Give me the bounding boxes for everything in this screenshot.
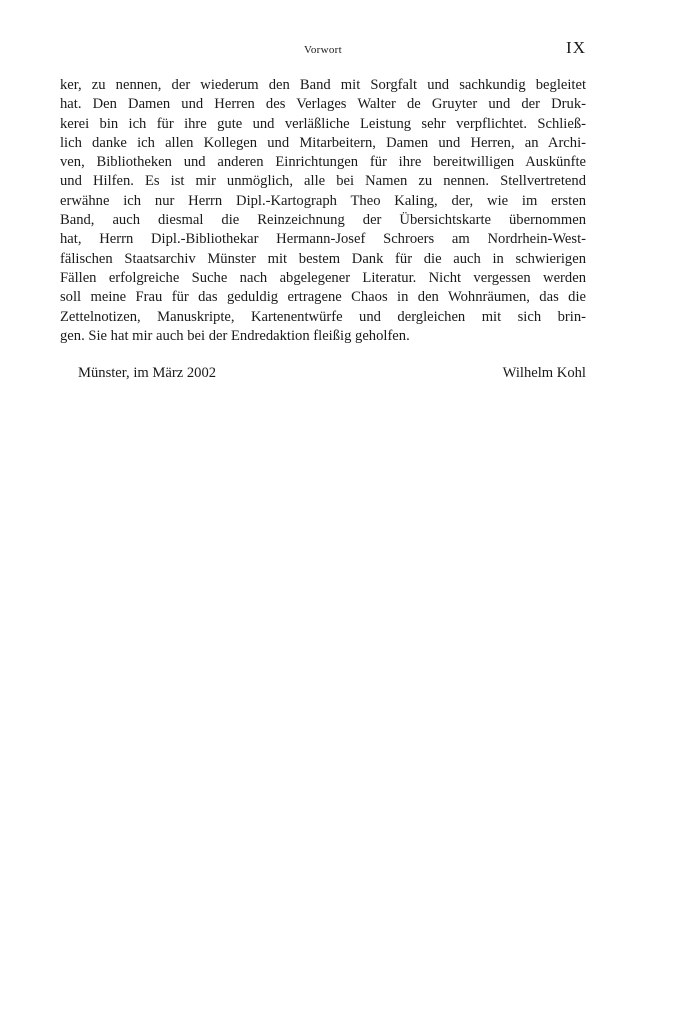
text-line: hat, Herrn Dipl.-Bibliothekar Hermann-Josef Schroers am Nordrhein-West- xyxy=(60,231,586,248)
document-page xyxy=(60,38,586,383)
text-line: fälischen Staatsarchiv Münster mit bestem Dank für die auch in schwierigen xyxy=(60,250,586,267)
text-line: lich danke ich allen Kollegen und Mitarbeitern, Damen und Herren, an Archi- xyxy=(60,134,586,151)
running-title: Vorwort xyxy=(304,44,342,56)
body-paragraph xyxy=(60,76,586,346)
author-name: Wilhelm Kohl xyxy=(502,365,586,382)
text-line-last: gen. Sie hat mir auch bei der Endredaktion fleißig geholfen. xyxy=(60,327,410,344)
text-line: und Hilfen. Es ist mir unmöglich, alle bei Namen zu nennen. Stellvertretend xyxy=(60,173,586,190)
text-line: soll meine Frau für das geduldig ertragene Chaos in den Wohnräumen, das die xyxy=(60,289,586,306)
text-line: erwähne ich nur Herrn Dipl.-Kartograph Theo Kaling, der, wie im ersten xyxy=(60,192,586,209)
text-line: ker, zu nennen, der wiederum den Band mit Sorgfalt und sachkundig begleitet xyxy=(60,77,586,93)
text-line: ven, Bibliotheken und anderen Einrichtungen für ihre bereitwilligen Auskünfte xyxy=(60,154,586,171)
place-date: Münster, im März 2002 xyxy=(78,365,217,382)
text-line: hat. Den Damen und Herren des Verlages Walter de Gruyter und der Druk- xyxy=(60,96,586,113)
text-line: Zettelnotizen, Manuskripte, Kartenentwürfe und dergleichen mit sich brin- xyxy=(60,308,586,325)
text-line: Band, auch diesmal die Reinzeichnung der Übersichtskarte übernommen xyxy=(60,212,586,229)
text-line: kerei bin ich für ihre gute und verläßliche Leistung sehr verpflichtet. Schließ- xyxy=(60,115,586,132)
text-line: Fällen erfolgreiche Suche nach abgelegener Literatur. Nicht vergessen werden xyxy=(60,269,586,286)
signature-block xyxy=(60,363,586,383)
running-head xyxy=(60,38,586,62)
page-number: IX xyxy=(566,38,586,57)
